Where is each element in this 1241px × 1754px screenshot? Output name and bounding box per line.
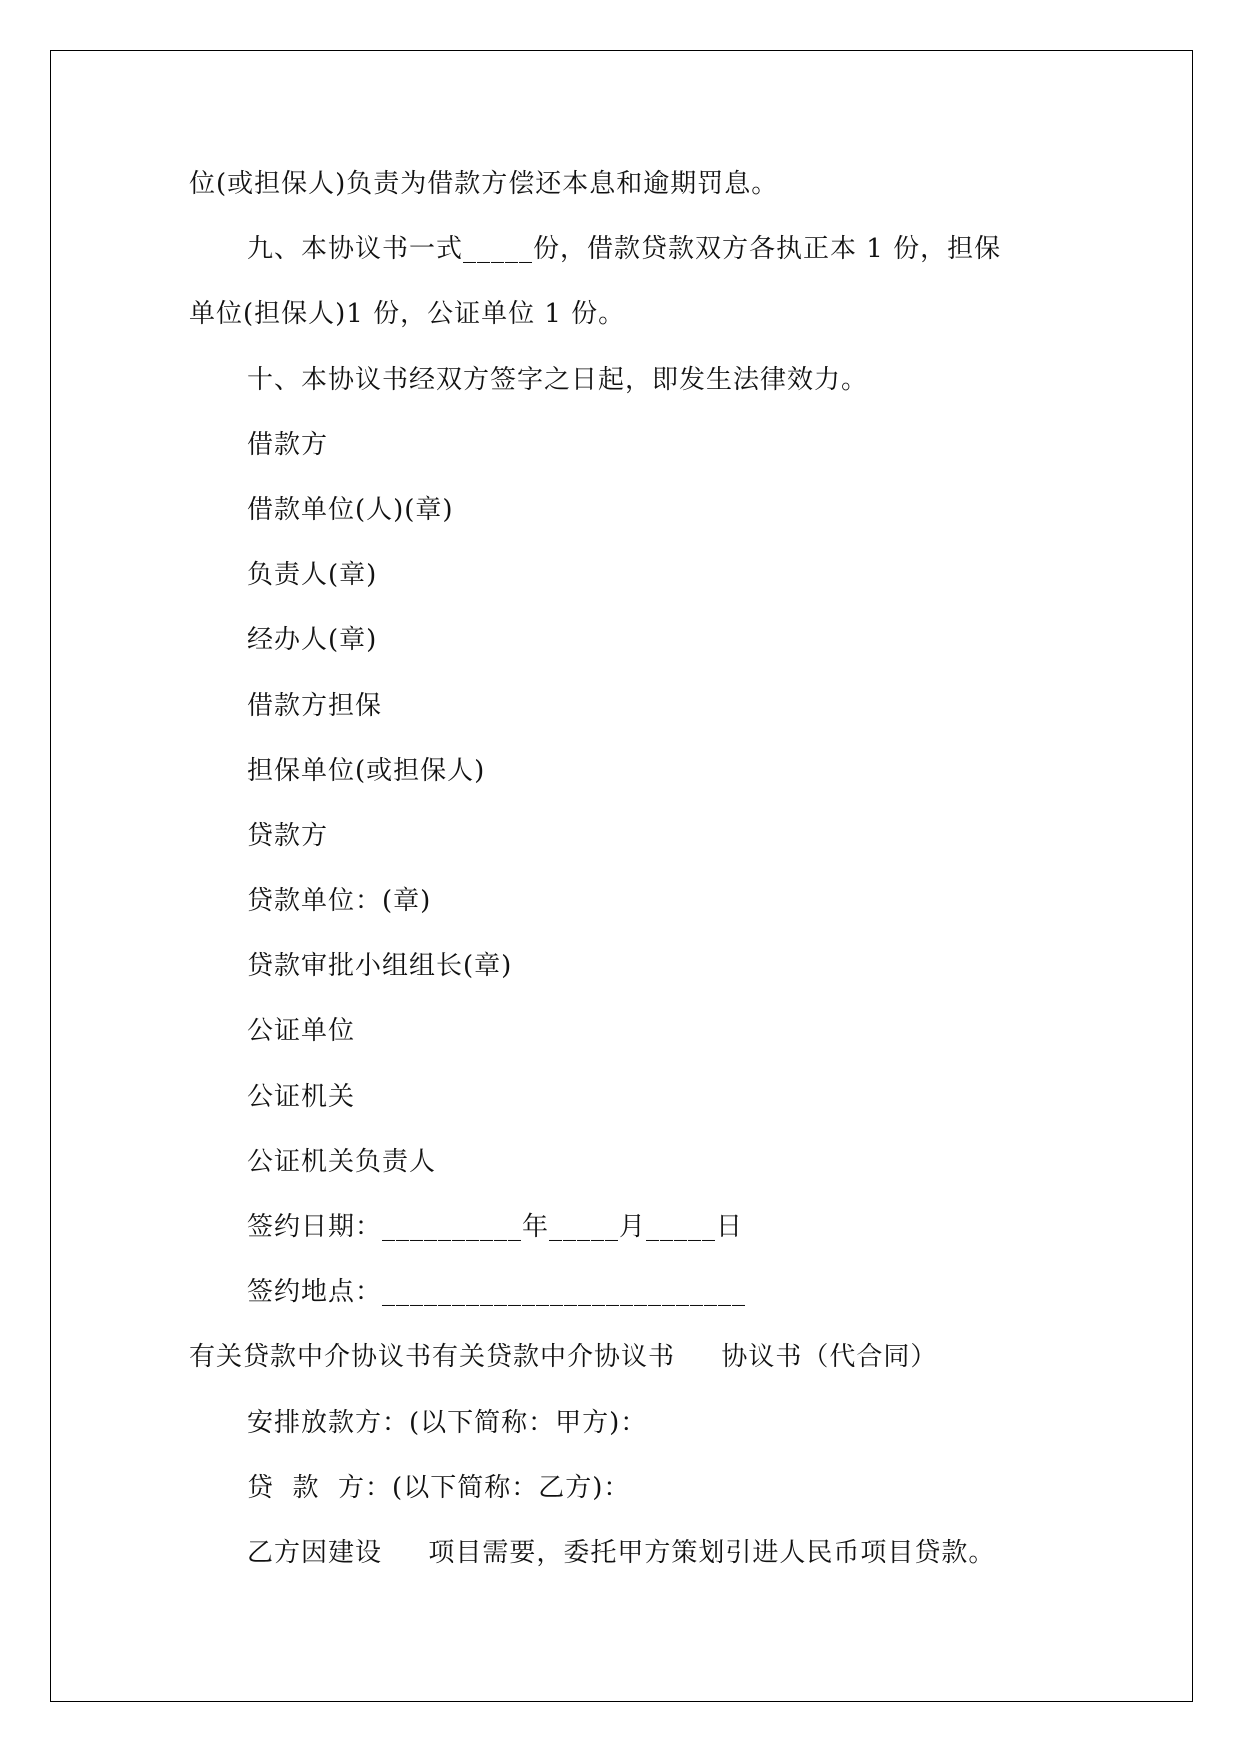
document-body (189, 152, 1069, 1586)
text-line: 贷款单位：(章) (247, 886, 432, 917)
text-line: 单位(担保人)1 份，公证单位 1 份。 (189, 299, 626, 330)
text-line: 公证机关 (247, 1081, 356, 1112)
text-line: 经办人(章) (247, 625, 378, 656)
text-line: 九、本协议书一式_____份，借款贷款双方各执正本 1 份，担保 (247, 234, 1002, 265)
text-line: 贷款方 (247, 820, 329, 851)
text-line: 有关贷款中介协议书有关贷款中介协议书 协议书（代合同） (189, 1342, 938, 1373)
text-line: 签约地点：__________________________ (247, 1277, 747, 1308)
text-line: 借款方 (247, 429, 329, 460)
text-line: 贷 款 方：(以下简称：乙方)： (247, 1472, 631, 1503)
text-line: 公证单位 (247, 1016, 356, 1047)
text-line: 乙方因建设 项目需要，委托甲方策划引进人民币项目贷款。 (247, 1537, 996, 1568)
text-line: 负责人(章) (247, 560, 378, 591)
text-line: 公证机关负责人 (247, 1146, 437, 1177)
text-line: 借款方担保 (247, 690, 383, 721)
text-line: 安排放款方：(以下简称：甲方)： (247, 1407, 648, 1438)
text-line: 贷款审批小组组长(章) (247, 951, 513, 982)
text-line: 担保单位(或担保人) (247, 755, 486, 786)
text-line: 签约日期：__________年_____月_____日 (247, 1212, 744, 1242)
text-line: 位(或担保人)负责为借款方偿还本息和逾期罚息。 (189, 169, 779, 199)
text-line: 十、本协议书经双方签字之日起，即发生法律效力。 (247, 364, 869, 395)
text-line: 借款单位(人)(章) (247, 494, 454, 525)
